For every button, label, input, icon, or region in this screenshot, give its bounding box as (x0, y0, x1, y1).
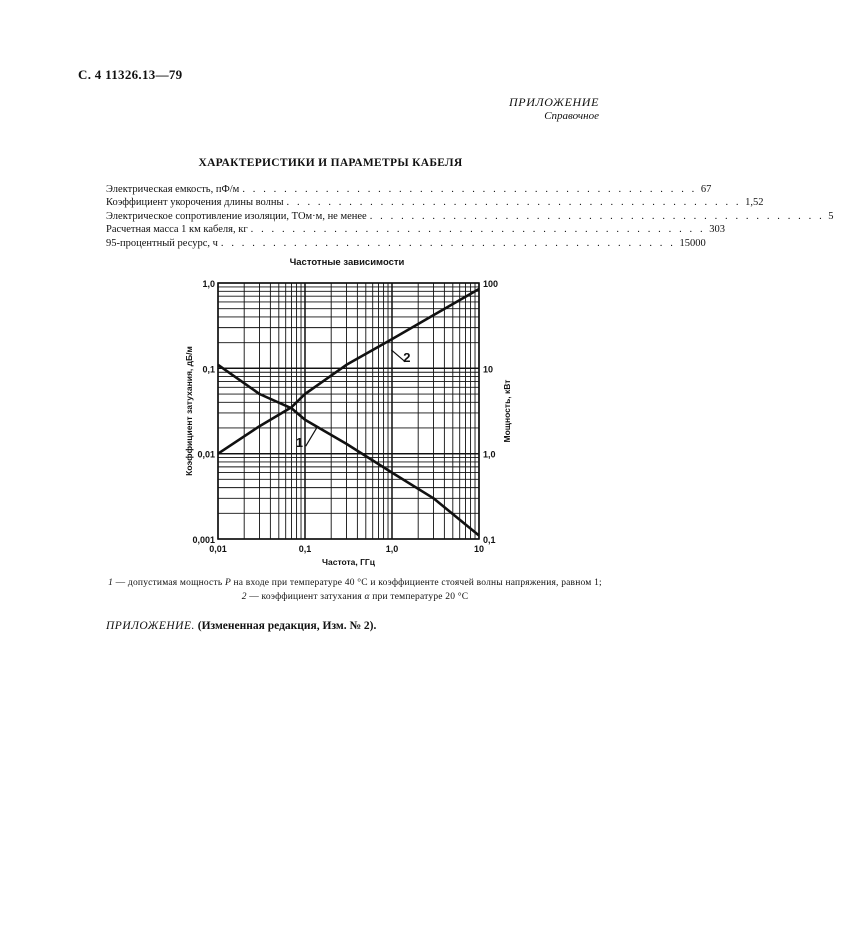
legend-text: на входе при температуре 40 °С и коэффициенте стоячей волны напряжения, равном 1; (230, 578, 602, 588)
x-tick-label: 1,0 (385, 544, 399, 554)
legend-text: — допустимая мощность (113, 578, 225, 588)
legend-number: 2 (241, 592, 247, 602)
y-tick-label: 0,01 (197, 449, 215, 460)
appendix-title: ПРИЛОЖЕНИЕ (509, 95, 599, 109)
x-tick-label: 10 (473, 544, 485, 554)
y2-tick-label: 1,0 (483, 449, 496, 460)
legend-line-1 (90, 576, 620, 590)
chart-title: Частотные зависимости (289, 257, 405, 268)
parameter-label: Расчетная масса 1 км кабеля, кг (106, 224, 248, 236)
series-1-line (218, 365, 479, 536)
x-tick-label: 0,1 (298, 544, 312, 554)
parameter-value: 303 (709, 224, 725, 236)
series-1-label: 1 (295, 435, 303, 451)
series-2-line (218, 289, 479, 454)
legend-text: — коэффициент затухания (246, 592, 365, 602)
note-bold: (Измененная редакция, Изм. № 2). (194, 620, 377, 632)
y2-tick-label: 10 (483, 364, 494, 375)
parameter-value: 5 (828, 210, 834, 222)
series-1-leader (306, 426, 318, 446)
document-header: С. 4 11326.13—79 (78, 67, 183, 82)
legend-text: при температуре 20 °С (369, 592, 469, 602)
parameter-label: Коэффициент укорочения длины волны (106, 197, 284, 209)
appendix-subtitle: Справочное (544, 110, 599, 122)
y2-tick-label: 100 (483, 279, 499, 289)
note-italic: ПРИЛОЖЕНИЕ. (106, 620, 195, 632)
y-tick-label: 1,0 (202, 279, 215, 289)
legend-number: 1 (108, 578, 114, 588)
legend-symbol: P (224, 578, 231, 588)
y-tick-label: 0,001 (192, 535, 215, 545)
amendment-note (106, 620, 376, 632)
parameter-label: 95-процентный ресурс, ч (106, 237, 218, 249)
leader-dots: . . . . . . . . . . . . . . . . . . . . . . . . . . . . . . . . . . . . . . . . . . . . (250, 224, 706, 236)
chart-legend (90, 576, 620, 604)
x-axis-label: Частота, ГГц (322, 557, 375, 567)
y2-axis-label: Мощность, кВт (502, 379, 512, 443)
plot-frame (218, 283, 479, 539)
section-title: ХАРАКТЕРИСТИКИ И ПАРАМЕТРЫ КАБЕЛЯ (198, 157, 463, 169)
chart-grid (218, 283, 479, 539)
y-axis-label: Коэффициент затухания, дБ/м (184, 346, 194, 476)
parameter-value: 67 (700, 184, 712, 195)
leader-dots: . . . . . . . . . . . . . . . . . . . . . . . . . . . . . . . . . . . . . . . . . . . . (369, 210, 825, 222)
parameter-label: Электрическая емкость, пФ/м (106, 184, 240, 195)
parameter-label: Электрическое сопротивление изоляции, ТОм·м, не менее (106, 210, 367, 222)
y-tick-label: 0,1 (202, 364, 215, 375)
parameter-value: 1,52 (745, 197, 764, 209)
x-tick-label: 0,01 (209, 544, 227, 554)
parameter-value: 15000 (679, 237, 706, 249)
leader-dots: . . . . . . . . . . . . . . . . . . . . . . . . . . . . . . . . . . . . . . . . . . . . (242, 184, 697, 195)
y2-tick-label: 0,1 (483, 535, 496, 545)
series-2-label: 2 (403, 349, 411, 365)
legend-line-2 (90, 590, 620, 604)
leader-dots: . . . . . . . . . . . . . . . . . . . . . . . . . . . . . . . . . . . . . . . . . . . . (220, 237, 676, 249)
legend-symbol: α (364, 592, 370, 602)
leader-dots: . . . . . . . . . . . . . . . . . . . . . . . . . . . . . . . . . . . . . . . . . . . . (286, 197, 742, 209)
